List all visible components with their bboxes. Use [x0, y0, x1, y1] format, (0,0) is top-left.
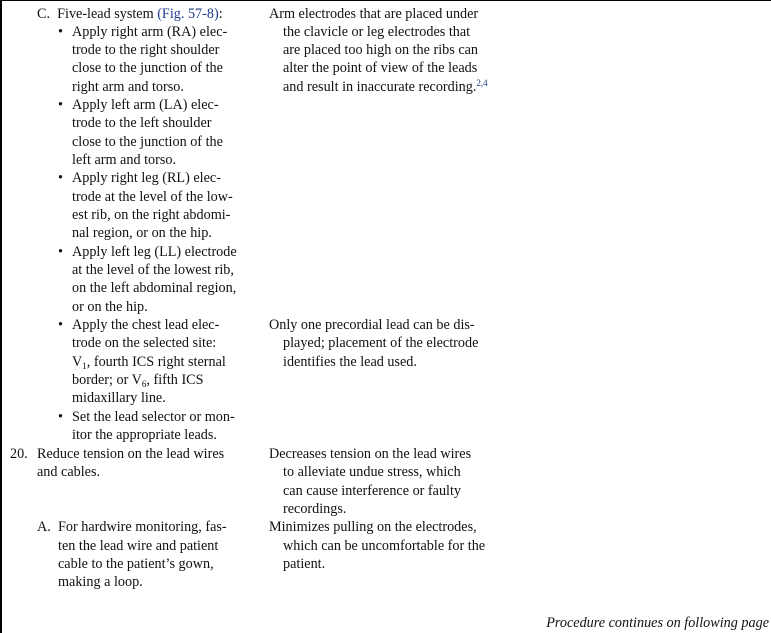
rationale-c-text: and result in inaccurate recording.	[283, 79, 477, 95]
rationale-20a-line: Minimizes pulling on the electrodes,	[269, 519, 477, 535]
bullet-1-line: trode to the right shoulder	[72, 42, 220, 58]
bullet-2-line: trode to the left shoulder	[72, 115, 212, 131]
rationale-20a-line: patient.	[283, 556, 326, 572]
step-c-title: Five-lead system	[57, 6, 158, 22]
rationale-20-line: can cause interference or faulty	[283, 483, 462, 499]
bullet-5-line: Apply the chest lead elec-	[72, 317, 220, 333]
rationale-c-line: the clavicle or leg electrodes that	[283, 24, 471, 40]
rationale-c-line: Arm electrodes that are placed under	[269, 6, 479, 22]
rationale-c-last-line	[283, 78, 488, 96]
bullet-3-line: Apply right leg (RL) elec-	[72, 170, 221, 186]
v1-subscript: 1	[82, 361, 87, 371]
v1-site-line	[72, 353, 226, 371]
rationale-20a-line: which can be uncomfortable for the	[283, 538, 486, 554]
bullet-4-line: Apply left leg (LL) electrode	[72, 244, 237, 260]
page-left-border	[0, 0, 2, 633]
reference-link[interactable]: 2,4	[476, 78, 488, 88]
rationale-c-line: alter the point of view of the leads	[283, 60, 478, 76]
bullet-3-line: est rib, on the right abdomi-	[72, 207, 231, 223]
rationale-chest-line: identifies the lead used.	[283, 354, 417, 370]
rationale-c-line: are placed too high on the ribs can	[283, 42, 479, 58]
continuation-note: Procedure continues on following page	[546, 615, 769, 631]
v6-text: , fifth ICS	[146, 372, 204, 388]
bullet-5-line: trode on the selected site:	[72, 335, 217, 351]
bullet-icon: •	[58, 317, 63, 333]
rationale-chest-line: Only one precordial lead can be dis-	[269, 317, 475, 333]
bullet-4-line: at the level of the lowest rib,	[72, 262, 234, 278]
step-20-line: Reduce tension on the lead wires	[37, 446, 225, 462]
v6-site-line	[72, 371, 204, 389]
bullet-6-line: Set the lead selector or mon-	[72, 409, 235, 425]
step-c-heading	[37, 5, 223, 23]
rationale-20-line: recordings.	[283, 501, 347, 517]
bullet-icon: •	[58, 409, 63, 425]
rationale-20-line: to alleviate undue stress, which	[283, 464, 461, 480]
bullet-2-line: Apply left arm (LA) elec-	[72, 97, 219, 113]
bullet-icon: •	[58, 244, 63, 260]
step-20a-line: making a loop.	[58, 574, 143, 590]
bullet-icon: •	[58, 170, 63, 186]
step-c-label: C.	[37, 6, 51, 22]
bullet-3-line: trode at the level of the low-	[72, 189, 233, 205]
v6-label: border; or V	[72, 372, 142, 388]
bullet-4-line: or on the hip.	[72, 299, 148, 315]
bullet-6-line: itor the appropriate leads.	[72, 427, 217, 443]
figure-link[interactable]: (Fig. 57-8)	[157, 6, 219, 22]
bullet-2-line: close to the junction of the	[72, 134, 223, 150]
step-c-colon: :	[218, 6, 223, 22]
bullet-1-line: right arm and torso.	[72, 79, 184, 95]
bullet-4-line: on the left abdominal region,	[72, 280, 237, 296]
bullet-1-line: close to the junction of the	[72, 60, 223, 76]
rationale-20-line: Decreases tension on the lead wires	[269, 446, 472, 462]
bullet-1-line: Apply right arm (RA) elec-	[72, 24, 228, 40]
bullet-icon: •	[58, 24, 63, 40]
v1-label: V	[72, 354, 83, 370]
step-20a-line: cable to the patient’s gown,	[58, 556, 214, 572]
step-20a-label: A.	[37, 519, 51, 535]
bullet-icon: •	[58, 97, 63, 113]
step-20-line: and cables.	[37, 464, 101, 480]
page-top-rule	[0, 0, 771, 1]
v6-subscript: 6	[141, 379, 147, 389]
v1-text: , fourth ICS right sternal	[86, 354, 226, 370]
step-20a-line: ten the lead wire and patient	[58, 538, 219, 554]
rationale-chest-line: played; placement of the electrode	[283, 335, 479, 351]
step-20-number: 20.	[10, 446, 28, 462]
bullet-3-line: nal region, or on the hip.	[72, 225, 212, 241]
step-20a-line: For hardwire monitoring, fas-	[58, 519, 227, 535]
bullet-2-line: left arm and torso.	[72, 152, 177, 168]
bullet-5-line: midaxillary line.	[72, 390, 166, 406]
